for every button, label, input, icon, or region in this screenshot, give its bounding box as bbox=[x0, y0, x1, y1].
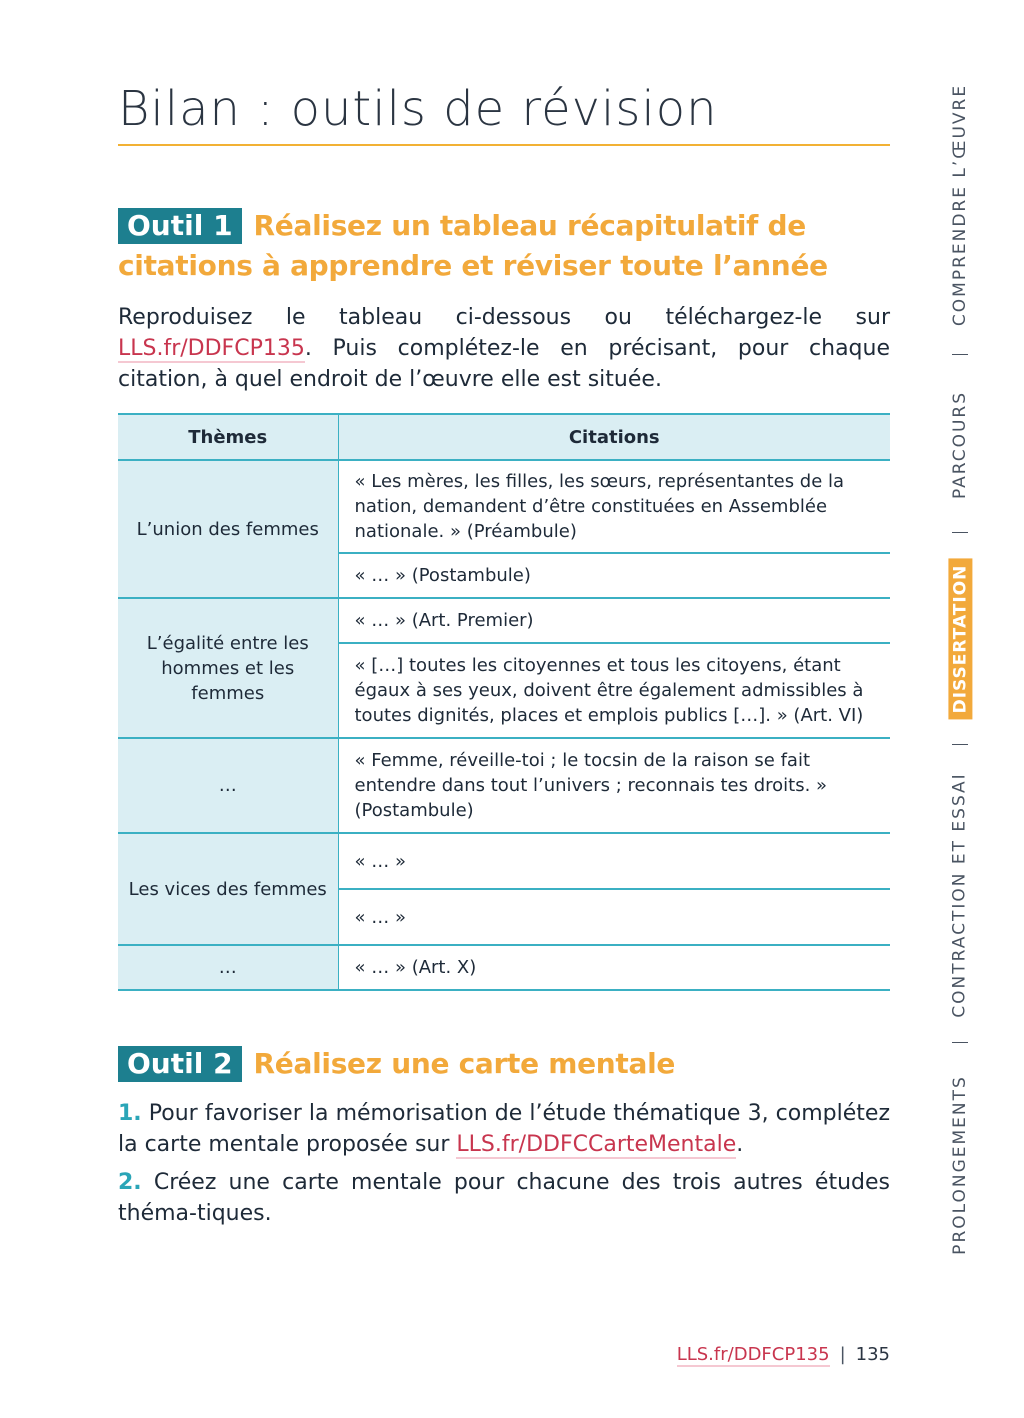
theme-cell: L’égalité entre les hommes et les femmes bbox=[118, 598, 338, 738]
sidebar-item-prolongements[interactable] bbox=[940, 1065, 980, 1265]
sidebar-label: PROLONGEMENTS bbox=[950, 1075, 970, 1255]
citation-cell: « … » bbox=[338, 889, 890, 945]
outil1-badge: Outil 1 bbox=[118, 208, 242, 244]
citation-cell: « … » bbox=[338, 833, 890, 889]
sidebar-label: COMPRENDRE L’ŒUVRE bbox=[950, 83, 970, 327]
sidebar-divider bbox=[952, 1042, 968, 1043]
table-row bbox=[118, 738, 890, 833]
citation-cell: « Les mères, les filles, les sœurs, représentantes de la nation, demandent d’être constituées en Assemblée nationale. » (Préambule) bbox=[338, 460, 890, 553]
item-text: Pour favoriser la mémorisation de l’étude thématique 3, complétez la carte mentale proposée sur bbox=[118, 1101, 890, 1157]
theme-cell: L’union des femmes bbox=[118, 460, 338, 598]
outil2-item-1 bbox=[118, 1098, 890, 1160]
page-number: 135 bbox=[855, 1344, 890, 1365]
theme-cell: Les vices des femmes bbox=[118, 833, 338, 945]
outil2-badge: Outil 2 bbox=[118, 1046, 242, 1082]
citations-table bbox=[118, 413, 890, 991]
table-header-row bbox=[118, 414, 890, 460]
page-footer bbox=[677, 1344, 890, 1365]
sidebar-item-parcours[interactable] bbox=[940, 380, 980, 510]
citation-cell: « […] toutes les citoyennes et tous les citoyens, étant égaux à ses yeux, doivent être également admissibles à toutes dignités, places et emplois publics […]. » (Art. VI) bbox=[338, 643, 890, 738]
footer-link[interactable]: LLS.fr/DDFCP135 bbox=[676, 1344, 830, 1365]
table-row bbox=[118, 460, 890, 553]
outil2-item-2 bbox=[118, 1167, 890, 1229]
intro-text-start: Reproduisez le tableau ci-dessous ou téléchargez-le sur bbox=[118, 305, 890, 330]
citation-cell: « … » (Art. X) bbox=[338, 945, 890, 990]
outil1-title: Réalisez un tableau récapitulatif de citations à apprendre et réviser toute l’année bbox=[118, 209, 828, 282]
sidebar-divider bbox=[952, 744, 968, 745]
footer-separator: | bbox=[839, 1344, 846, 1365]
sidebar-label: PARCOURS bbox=[950, 390, 970, 500]
item-text-end: . bbox=[736, 1132, 744, 1157]
ddfcp135-link[interactable]: LLS.fr/DDFCP135 bbox=[118, 336, 305, 361]
table-row bbox=[118, 945, 890, 990]
outil2-heading bbox=[118, 1044, 890, 1084]
sidebar-divider bbox=[952, 532, 968, 533]
sidebar-label: CONTRACTION ET ESSAI bbox=[950, 772, 971, 1018]
citation-cell: « … » (Art. Premier) bbox=[338, 598, 890, 643]
carte-mentale-link[interactable]: LLS.fr/DDFCCarteMentale bbox=[456, 1132, 737, 1157]
outil1-heading bbox=[118, 206, 890, 286]
theme-cell: … bbox=[118, 945, 338, 990]
sidebar-label: DISSERTATION bbox=[948, 559, 972, 720]
item-number: 1. bbox=[118, 1101, 142, 1126]
item-text: Créez une carte mentale pour chacune des trois autres études théma-tiques. bbox=[118, 1170, 890, 1226]
outil2-title: Réalisez une carte mentale bbox=[253, 1047, 676, 1080]
citation-cell: « Femme, réveille-toi ; le tocsin de la raison se fait entendre dans tout l’univers ; reconnais tes droits. » (Postambule) bbox=[338, 738, 890, 833]
table-row bbox=[118, 833, 890, 889]
page-title: Bilan : outils de révision bbox=[118, 80, 890, 146]
theme-cell: … bbox=[118, 738, 338, 833]
sidebar-divider bbox=[952, 354, 968, 355]
sidebar-item-contraction[interactable] bbox=[940, 770, 980, 1020]
citation-cell: « … » (Postambule) bbox=[338, 553, 890, 598]
intro-text-end: . Puis complétez-le en précisant, pour chaque citation, à quel endroit de l’œuvre elle est située. bbox=[118, 336, 890, 392]
item-number: 2. bbox=[118, 1170, 142, 1195]
header-citations: Citations bbox=[338, 414, 890, 460]
header-themes: Thèmes bbox=[118, 414, 338, 460]
outil1-intro bbox=[118, 302, 890, 395]
sidebar-item-comprendre[interactable] bbox=[940, 80, 980, 330]
section-sidebar bbox=[940, 80, 980, 1260]
table-row bbox=[118, 598, 890, 643]
sidebar-item-dissertation[interactable] bbox=[940, 558, 980, 720]
